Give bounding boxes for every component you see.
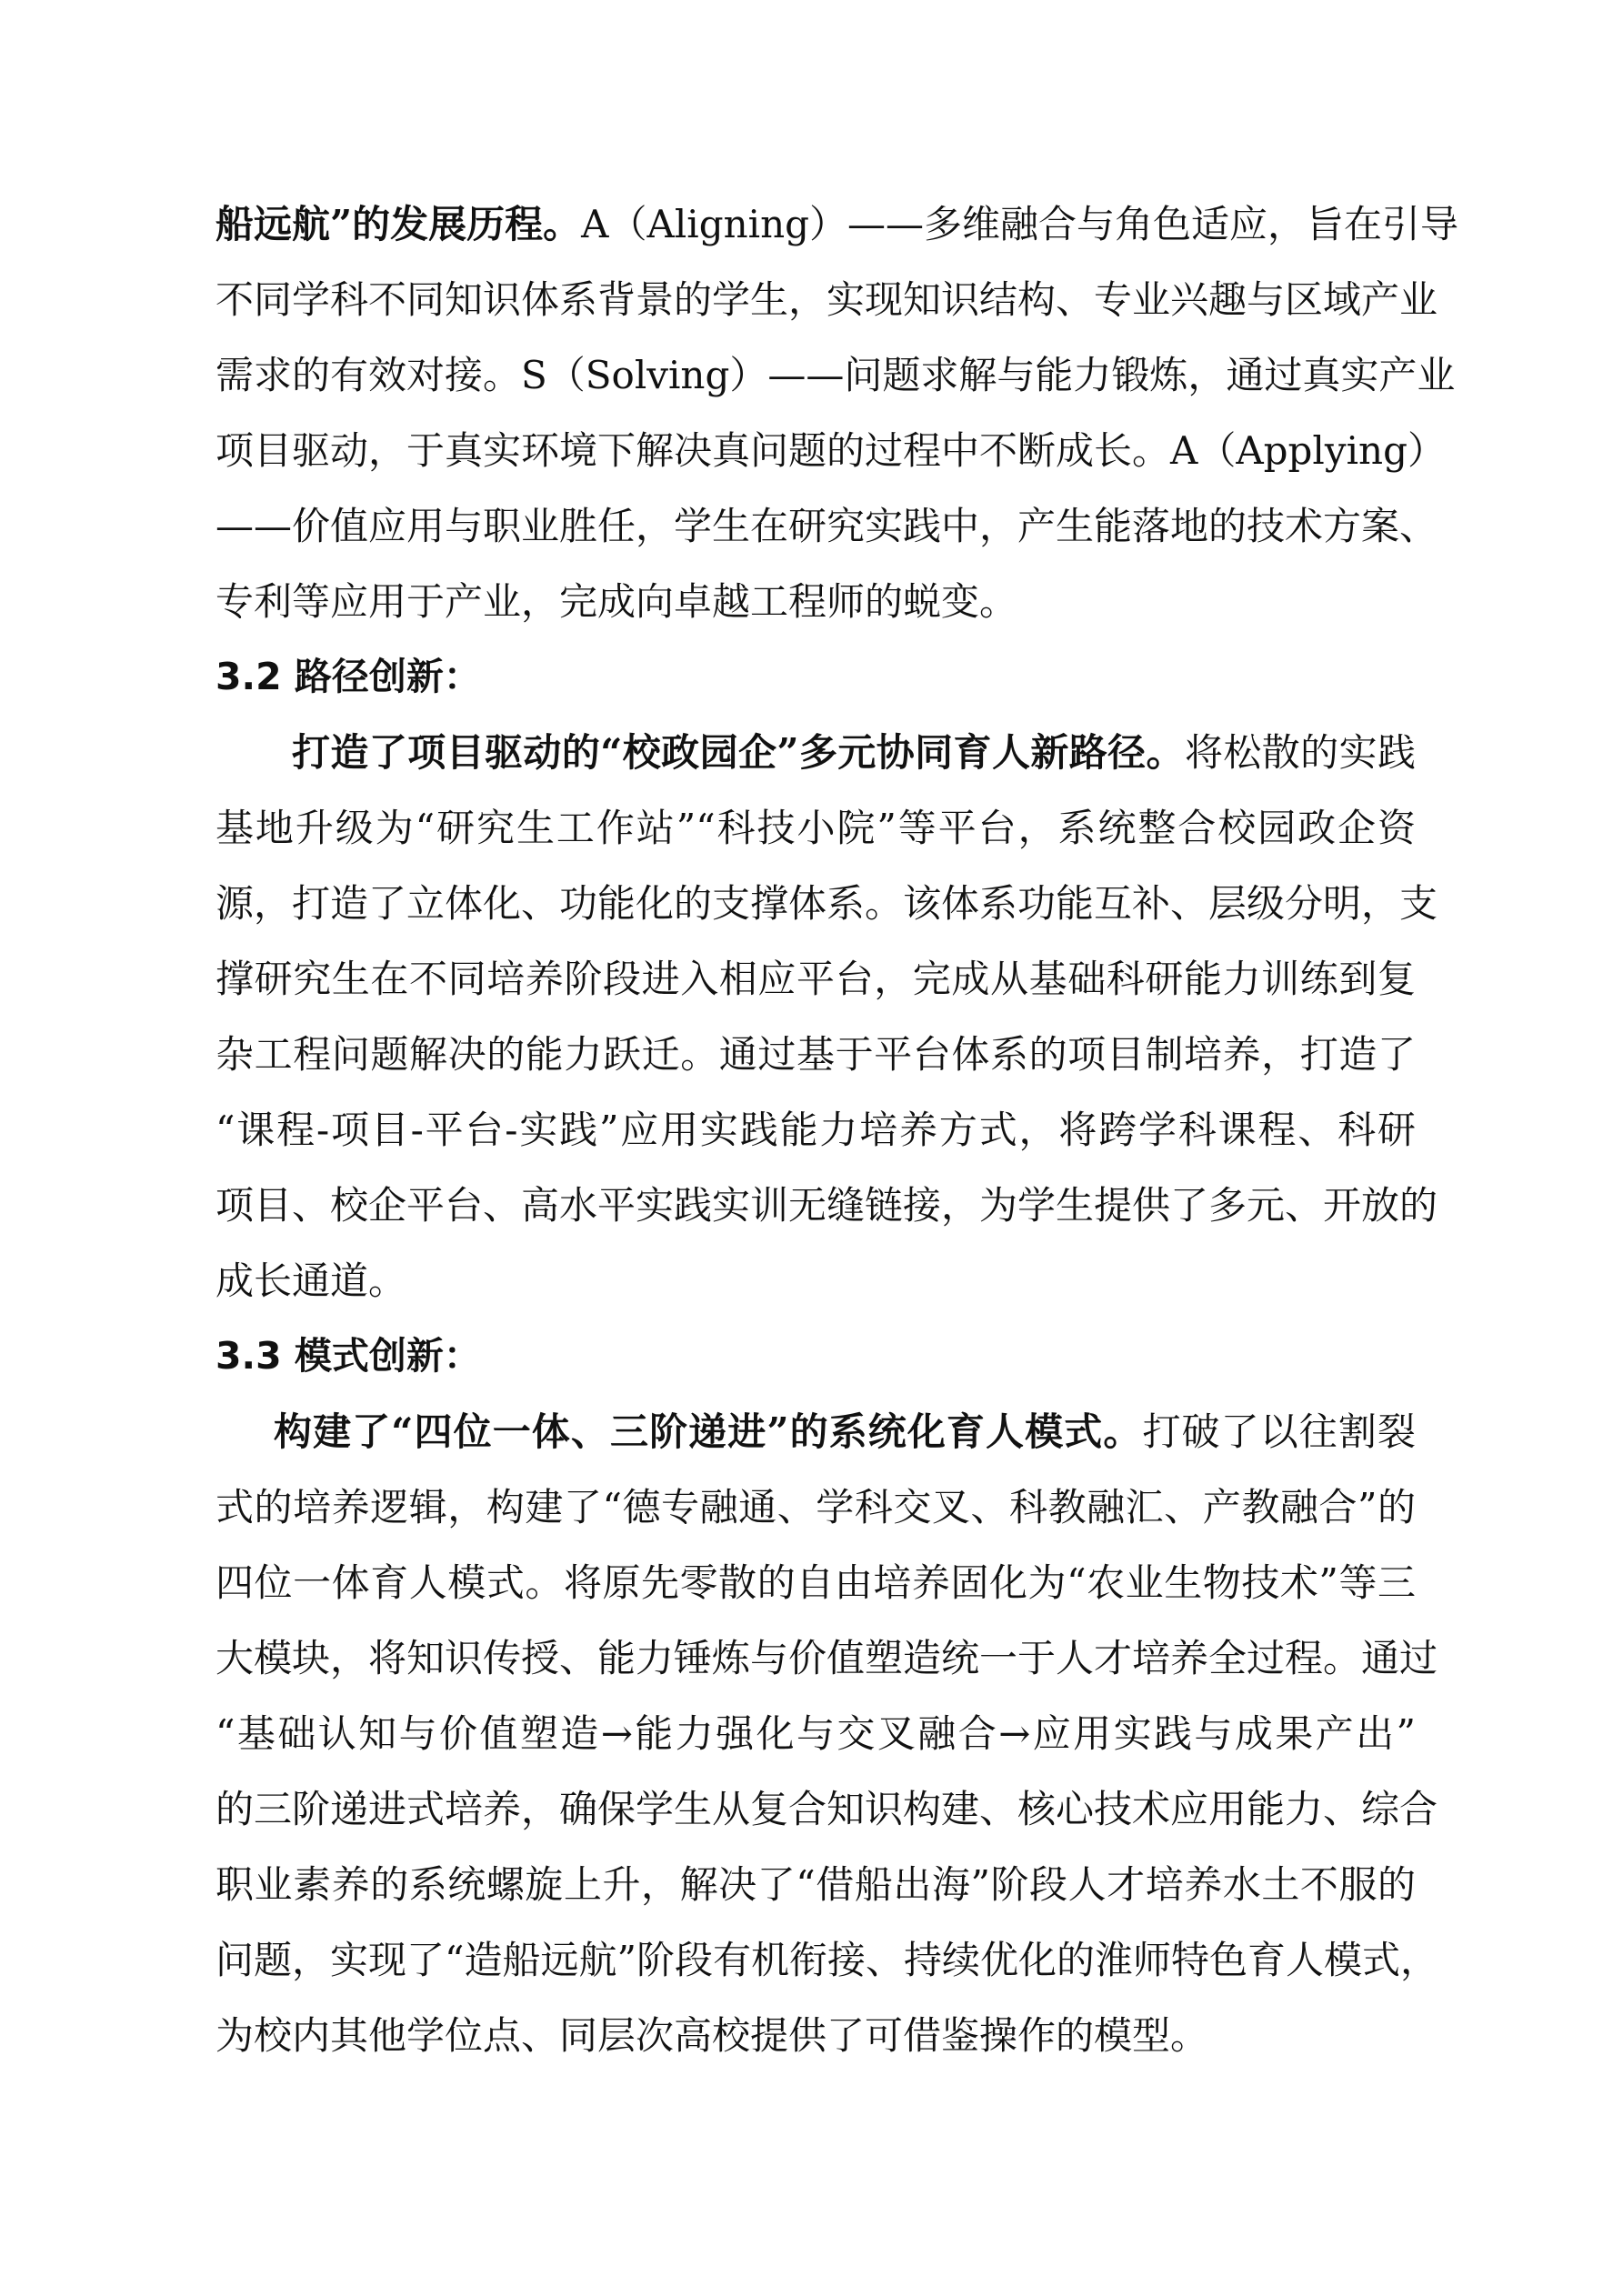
paragraph-line: 为校内其他学位点、同层次高校提供了可借鉴操作的模型。: [215, 2013, 1209, 2058]
section-3-2: [215, 639, 1438, 1318]
bold-text: 打造了项目驱动的“校政园企”多元协同育人新路径。: [292, 730, 1185, 775]
paragraph-line: ——价值应用与职业胜任，学生在研究实践中，产生能落地的技术方案、: [215, 504, 1438, 548]
paragraph-line: 四位一体育人模式。将原先零散的自由培养固化为“农业生物技术”等三: [215, 1560, 1416, 1605]
paragraph-line: [215, 715, 1416, 790]
paragraph-line: [215, 186, 1459, 262]
paragraph-line: 需求的有效对接。S（Solving）——问题求解与能力锻炼，通过真实产业: [215, 353, 1456, 397]
section-heading: 3.3 模式创新：: [215, 1334, 481, 1378]
body-text: A（Aligning）——多维融合与角色适应，旨在引导: [581, 202, 1459, 246]
section-heading: 3.2 路径创新：: [215, 655, 481, 698]
paragraph-line: 问题，实现了“造船远航”阶段有机衔接、持续优化的淮师特色育人模式，: [215, 1938, 1438, 1982]
paragraph-line: “课程-项目-平台-实践”应用实践能力培养方式，将跨学科课程、科研: [215, 1108, 1416, 1152]
paragraph-line: 成长通道。: [215, 1258, 407, 1303]
paragraph-line: 的三阶递进式培养，确保学生从复合知识构建、核心技术应用能力、综合: [215, 1787, 1438, 1831]
paragraph-line: 杂工程问题解决的能力跃迁。通过基于平台体系的项目制培养，打造了: [215, 1032, 1416, 1077]
paragraph-line: “基础认知与价值塑造→能力强化与交叉融合→应用实践与成果产出”: [215, 1711, 1416, 1756]
paragraph-line: 项目、校企平台、高水平实践实训无缝链接，为学生提供了多元、开放的: [215, 1183, 1438, 1228]
paragraph-line: 基地升级为“研究生工作站”“科技小院”等平台，系统整合校园政企资: [215, 806, 1416, 850]
body-text: 打破了以往割裂: [1142, 1409, 1416, 1454]
paragraph-line: 专利等应用于产业，完成向卓越工程师的蜕变。: [215, 579, 1018, 624]
paragraph-line: [215, 1394, 1416, 1469]
document-page: [215, 186, 1459, 2073]
paragraph-line: 职业素养的系统螺旋上升，解决了“借船出海”阶段人才培养水土不服的: [215, 1862, 1416, 1907]
paragraph-line: 源，打造了立体化、功能化的支撑体系。该体系功能互补、层级分明，支: [215, 881, 1438, 926]
bold-text: 船远航”的发展历程。: [215, 202, 582, 246]
paragraph-line: 项目驱动，于真实环境下解决真问题的过程中不断成长。A（Applying）: [215, 428, 1446, 473]
section-3-3: [215, 1318, 1438, 2073]
paragraph-line: 式的培养逻辑，构建了“德专融通、学科交叉、科教融汇、产教融合”的: [215, 1485, 1416, 1529]
body-text: 将松散的实践: [1184, 730, 1416, 775]
paragraph-line: 撑研究生在不同培养阶段进入相应平台，完成从基础科研能力训练到复: [215, 957, 1416, 1001]
section-3-1-tail: [215, 186, 1459, 639]
paragraph-line: 大模块，将知识传授、能力锤炼与价值塑造统一于人才培养全过程。通过: [215, 1636, 1438, 1680]
bold-text: 构建了“四位一体、三阶递进”的系统化育人模式。: [274, 1409, 1143, 1454]
paragraph-line: 不同学科不同知识体系背景的学生，实现知识结构、专业兴趣与区域产业: [215, 277, 1438, 322]
